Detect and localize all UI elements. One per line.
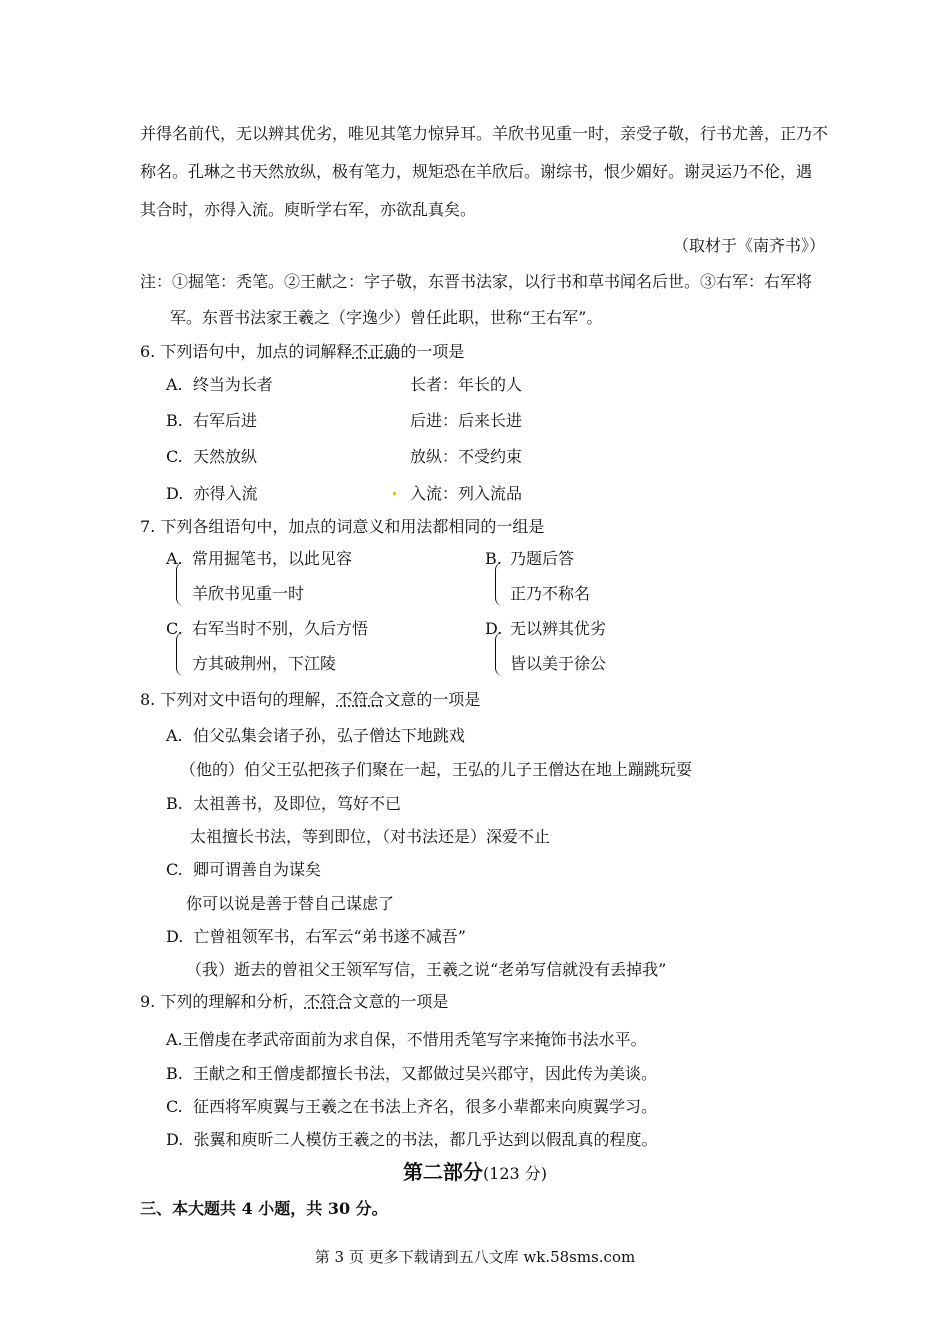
q8-option-c-expl: 你可以说是善于替自己谋虑了 <box>186 894 395 913</box>
q6-option-d-gloss: 入流：列入流品 <box>410 484 523 503</box>
q7-option-d-label: D. <box>485 619 503 638</box>
q8-option-d-expl: （我）逝去的曾祖父王领军写信，王羲之说“老弟写信就没有丢掉我” <box>186 960 667 979</box>
q6-option-d: D. 亦得入流 <box>166 484 258 503</box>
part2-heading <box>0 1158 950 1188</box>
section3-heading: 三、本大题共 4 小题，共 30 分。 <box>140 1199 388 1218</box>
page-footer: 第 3 页 更多下载请到五八文库 wk.58sms.com <box>314 1248 636 1266</box>
q6-option-b-gloss: 后进：后来长进 <box>410 411 523 430</box>
q9-option-a: A.王僧虔在孝武帝面前为求自保，不惜用秃笔写字来掩饰书法水平。 <box>166 1030 647 1049</box>
q7-option-c-label: C. <box>166 619 183 638</box>
q7-option-a-label: A. <box>166 549 183 568</box>
q6-stem: 6. 下列语句中，加点的词解释不正确的一项是 <box>140 342 465 361</box>
q7-option-a-s2: 羊欣书见重一时 <box>192 584 305 603</box>
q9-option-c: C. 征西将军庾翼与王羲之在书法上齐名，很多小辈都来向庾翼学习。 <box>166 1097 657 1116</box>
q9-option-b: B. 王献之和王僧虔都擅长书法，又都做过吴兴郡守，因此传为美谈。 <box>166 1064 658 1083</box>
q7-option-c-s2: 方其破荆州，下江陵 <box>192 654 337 673</box>
q7-stem: 7. 下列各组语句中，加点的词意义和用法都相同的一组是 <box>140 517 545 536</box>
q7-option-d-s2: 皆以美于徐公 <box>510 654 607 673</box>
note-line-1: 注：①掘笔：秃笔。②王献之：字子敬，东晋书法家，以行书和草书闻名后世。③右军：右军将 <box>140 272 813 291</box>
stray-mark <box>393 492 396 495</box>
q7-option-b-label: B. <box>485 549 502 568</box>
q6-stem-emphasis: 不正确 <box>352 342 401 361</box>
q8-option-a: A. 伯父弘集会诸子孙，弘子僧达下地跳戏 <box>166 726 465 745</box>
q6-option-a: A. 终当为长者 <box>166 375 273 394</box>
q7-option-d-s1: 无以辨其优劣 <box>510 619 607 638</box>
q6-option-b: B. 右军后进 <box>166 411 258 430</box>
q9-stem-emphasis: 不符合 <box>304 992 353 1011</box>
passage-line-3: 其合时，亦得入流。庾昕学右军，亦欲乱真矣。 <box>140 200 477 219</box>
q7-b-brace <box>495 562 504 606</box>
passage-source: （取材于《南齐书》） <box>672 236 825 255</box>
q8-option-b: B. 太祖善书，及即位，笃好不已 <box>166 794 402 813</box>
q6-option-a-gloss: 长者：年长的人 <box>410 375 523 394</box>
q6-option-c: C. 天然放纵 <box>166 447 257 466</box>
q8-stem-emphasis: 不符合 <box>336 690 385 709</box>
q7-a-brace <box>176 562 185 606</box>
q6-option-c-gloss: 放纵：不受约束 <box>410 447 523 466</box>
q8-option-c: C. 卿可谓善自为谋矣 <box>166 860 321 879</box>
q8-option-a-expl: （他的）伯父王弘把孩子们聚在一起，王弘的儿子王僧达在地上蹦跳玩耍 <box>180 760 693 779</box>
q7-d-brace <box>495 632 504 676</box>
q8-option-d: D. 亡曾祖领军书，右军云“弟书遂不减吾” <box>166 927 466 946</box>
part2-points: (123 分) <box>482 1164 548 1183</box>
q7-c-brace <box>176 632 185 676</box>
note-line-2: 军。东晋书法家王羲之（字逸少）曾任此职，世称“王右军”。 <box>170 308 603 327</box>
q7-option-b-s2: 正乃不称名 <box>510 584 591 603</box>
passage-line-2: 称名。孔琳之书天然放纵，极有笔力，规矩恐在羊欣后。谢综书，恨少媚好。谢灵运乃不伦，遇 <box>140 162 813 181</box>
q9-option-d: D. 张翼和庾昕二人模仿王羲之的书法，都几乎达到以假乱真的程度。 <box>166 1130 658 1149</box>
q8-option-b-expl: 太祖擅长书法，等到即位，（对书法还是）深爱不止 <box>190 827 551 846</box>
passage-line-1: 并得名前代，无以辨其优劣，唯见其笔力惊异耳。羊欣书见重一时，亲受子敬，行书尤善，正乃不 <box>140 124 829 143</box>
q7-option-a-s1: 常用掘笔书，以此见容 <box>192 549 353 568</box>
q7-option-b-s1: 乃题后答 <box>510 549 575 568</box>
q7-option-c-s1: 右军当时不别，久后方悟 <box>192 619 369 638</box>
part2-title: 第二部分 <box>402 1160 483 1184</box>
q9-stem: 9. 下列的理解和分析，不符合文意的一项是 <box>140 992 449 1011</box>
q8-stem: 8. 下列对文中语句的理解，不符合文意的一项是 <box>140 690 481 709</box>
